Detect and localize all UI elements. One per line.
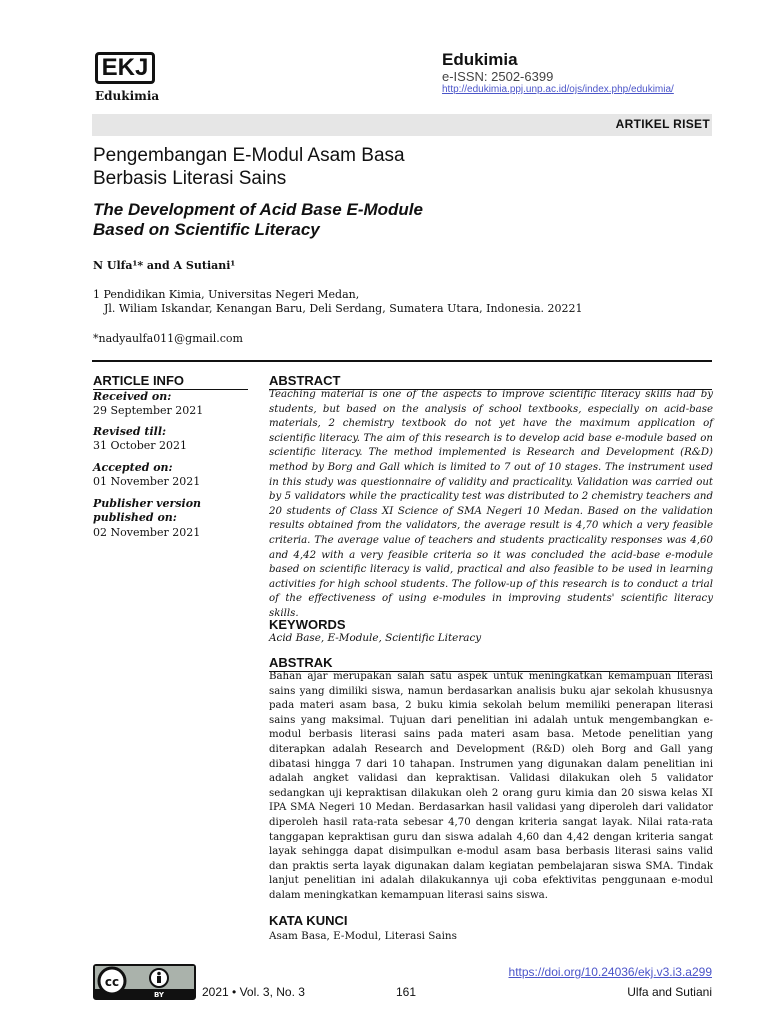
title-en-line-2: Based on Scientific Literacy [93, 220, 320, 239]
abstrak-heading: ABSTRAK [269, 655, 712, 672]
revised-value: 31 October 2021 [93, 439, 188, 452]
header-divider [92, 360, 712, 362]
article-title-english [93, 200, 523, 240]
received-value: 29 September 2021 [93, 404, 204, 417]
received-label: Received on: [93, 390, 172, 403]
cc-by-icon [95, 966, 194, 998]
keywords-text: Acid Base, E-Module, Scientific Literacy [269, 632, 482, 644]
abstract-heading: ABSTRACT [269, 373, 712, 390]
journal-name: Edukimia [442, 50, 518, 69]
journal-url-link[interactable]: http://edukimia.ppj.unp.ac.id/ojs/index.php/edukimia/ [442, 84, 674, 95]
title-id-line-2: Berbasis Literasi Sains [93, 168, 287, 189]
kata-kunci-text: Asam Basa, E-Modul, Literasi Sains [269, 930, 457, 942]
accepted-label: Accepted on: [93, 461, 173, 474]
accepted-value: 01 November 2021 [93, 475, 201, 488]
kata-kunci-heading: KATA KUNCI [269, 913, 348, 928]
authors: N Ulfa¹* and A Sutiani¹ [93, 259, 236, 272]
article-type-label: ARTIKEL RISET [615, 117, 710, 131]
svg-text:cc: cc [104, 975, 120, 989]
issn: e-ISSN: 2502-6399 [442, 69, 554, 84]
cc-by-license-badge[interactable] [93, 964, 196, 1000]
title-id-line-1: Pengembangan E-Modul Asam Basa [93, 145, 405, 166]
doi-link[interactable]: https://doi.org/10.24036/ekj.v3.i3.a299 [508, 965, 712, 979]
affiliation-line-2: Jl. Wiliam Iskandar, Kenangan Baru, Deli Serdang, Sumatera Utara, Indonesia. 20221 [104, 302, 583, 315]
journal-logo: EKJ [95, 52, 155, 84]
revised-label: Revised till: [93, 425, 167, 438]
logo-caption: Edukimia [95, 89, 160, 103]
article-title-indonesian [93, 144, 523, 190]
published-value: 02 November 2021 [93, 526, 201, 539]
title-en-line-1: The Development of Acid Base E-Module [93, 200, 423, 219]
published-label-1: Publisher version [93, 497, 202, 510]
article-info-heading: ARTICLE INFO [93, 373, 248, 390]
abstract-text: Teaching material is one of the aspects to improve scientific literacy skills had by students, but based on the analysis of school textbooks, especially on acid-base materials, 2 chemistry textbook do not yet have the maximum application of scientific literacy. The aim of this research is to develop acid base e-module based on scientific literacy. The method implemented is Research and Development (R&D) method by Borg and Gall which is limited to 7 out of 10 stages. The instrument used in this study was questionnaire of validity and practicality. Validation was carried out by 5 validators while the practicality test was distributed to 2 chemistry teachers and 20 students of Class XI Science of SMA Negeri 10 Medan. Based on the validation results obtained from the validators, the average result is 4,70 which a very feasible criteria. The average value of teachers and students practicality responses was 4,60 and 4,42 with a very feasible criteria so it was concluded the acid-base e-module based on scientific literacy is valid, practical and also feasible to be used in learning activities for high school students. The follow-up of this research is to conduct a trial of the effectiveness of using e-modules in improving students' scientific literacy skills. [269, 389, 713, 619]
abstrak-text: Bahan ajar merupakan salah satu aspek untuk meningkatkan kemampuan literasi sains yang dimiliki siswa, namun berdasarkan analisis buku ajar sekolah khususnya pada materi asam basa, 2 buku kimia sekolah belum memiliki penerapan literasi sains yang maksimal. Tujuan dari penelitian ini adalah untuk mengembangkan e-modul berbasis literasi sains pada materi asam basa. Metode penelitian yang diterapkan adalah Research and Development (R&D) oleh Borg and Gall yang dibatasi hingga 7 dari 10 tahapan. Instrumen yang digunakan dalam penelitian ini adalah angket validasi dan kepraktisan. Validasi dilakukan oleh 5 validator sedangkan uji kepraktisan dilakukan oleh 2 orang guru kimia dan 20 siswa kelas XI IPA SMA Negeri 10 Medan. Berdasarkan hasil validasi yang diperoleh dari validator diperoleh hasil rata-rata sebesar 4,70 dengan kriteria sangat layak. Nilai rata-rata tanggapan kepraktisan guru dan siswa adalah 4,60 dan 4,42 dengan kriteria sangat layak sehingga dapat disimpulkan e-modul asam basa berbasis literasi sains valid dan praktis serta layak digunakan dalam kegiatan pembelajaran siswa SMA. Tindak lanjut penelitian ini adalah dilakukannya uji coba efektivitas penggunaan e-modul dalam meningkatkan kemampuan literasi sains siswa. [269, 671, 713, 901]
page-number: 161 [396, 985, 417, 999]
volume-info: 2021 • Vol. 3, No. 3 [202, 985, 305, 999]
running-authors: Ulfa and Sutiani [627, 985, 712, 999]
corresponding-email: *nadyaulfa011@gmail.com [93, 332, 243, 345]
keywords-heading: KEYWORDS [269, 617, 346, 632]
published-label-2: published on: [93, 511, 177, 524]
affiliation-line-1: 1 Pendidikan Kimia, Universitas Negeri Medan, [93, 288, 360, 301]
svg-text:BY: BY [153, 991, 165, 998]
